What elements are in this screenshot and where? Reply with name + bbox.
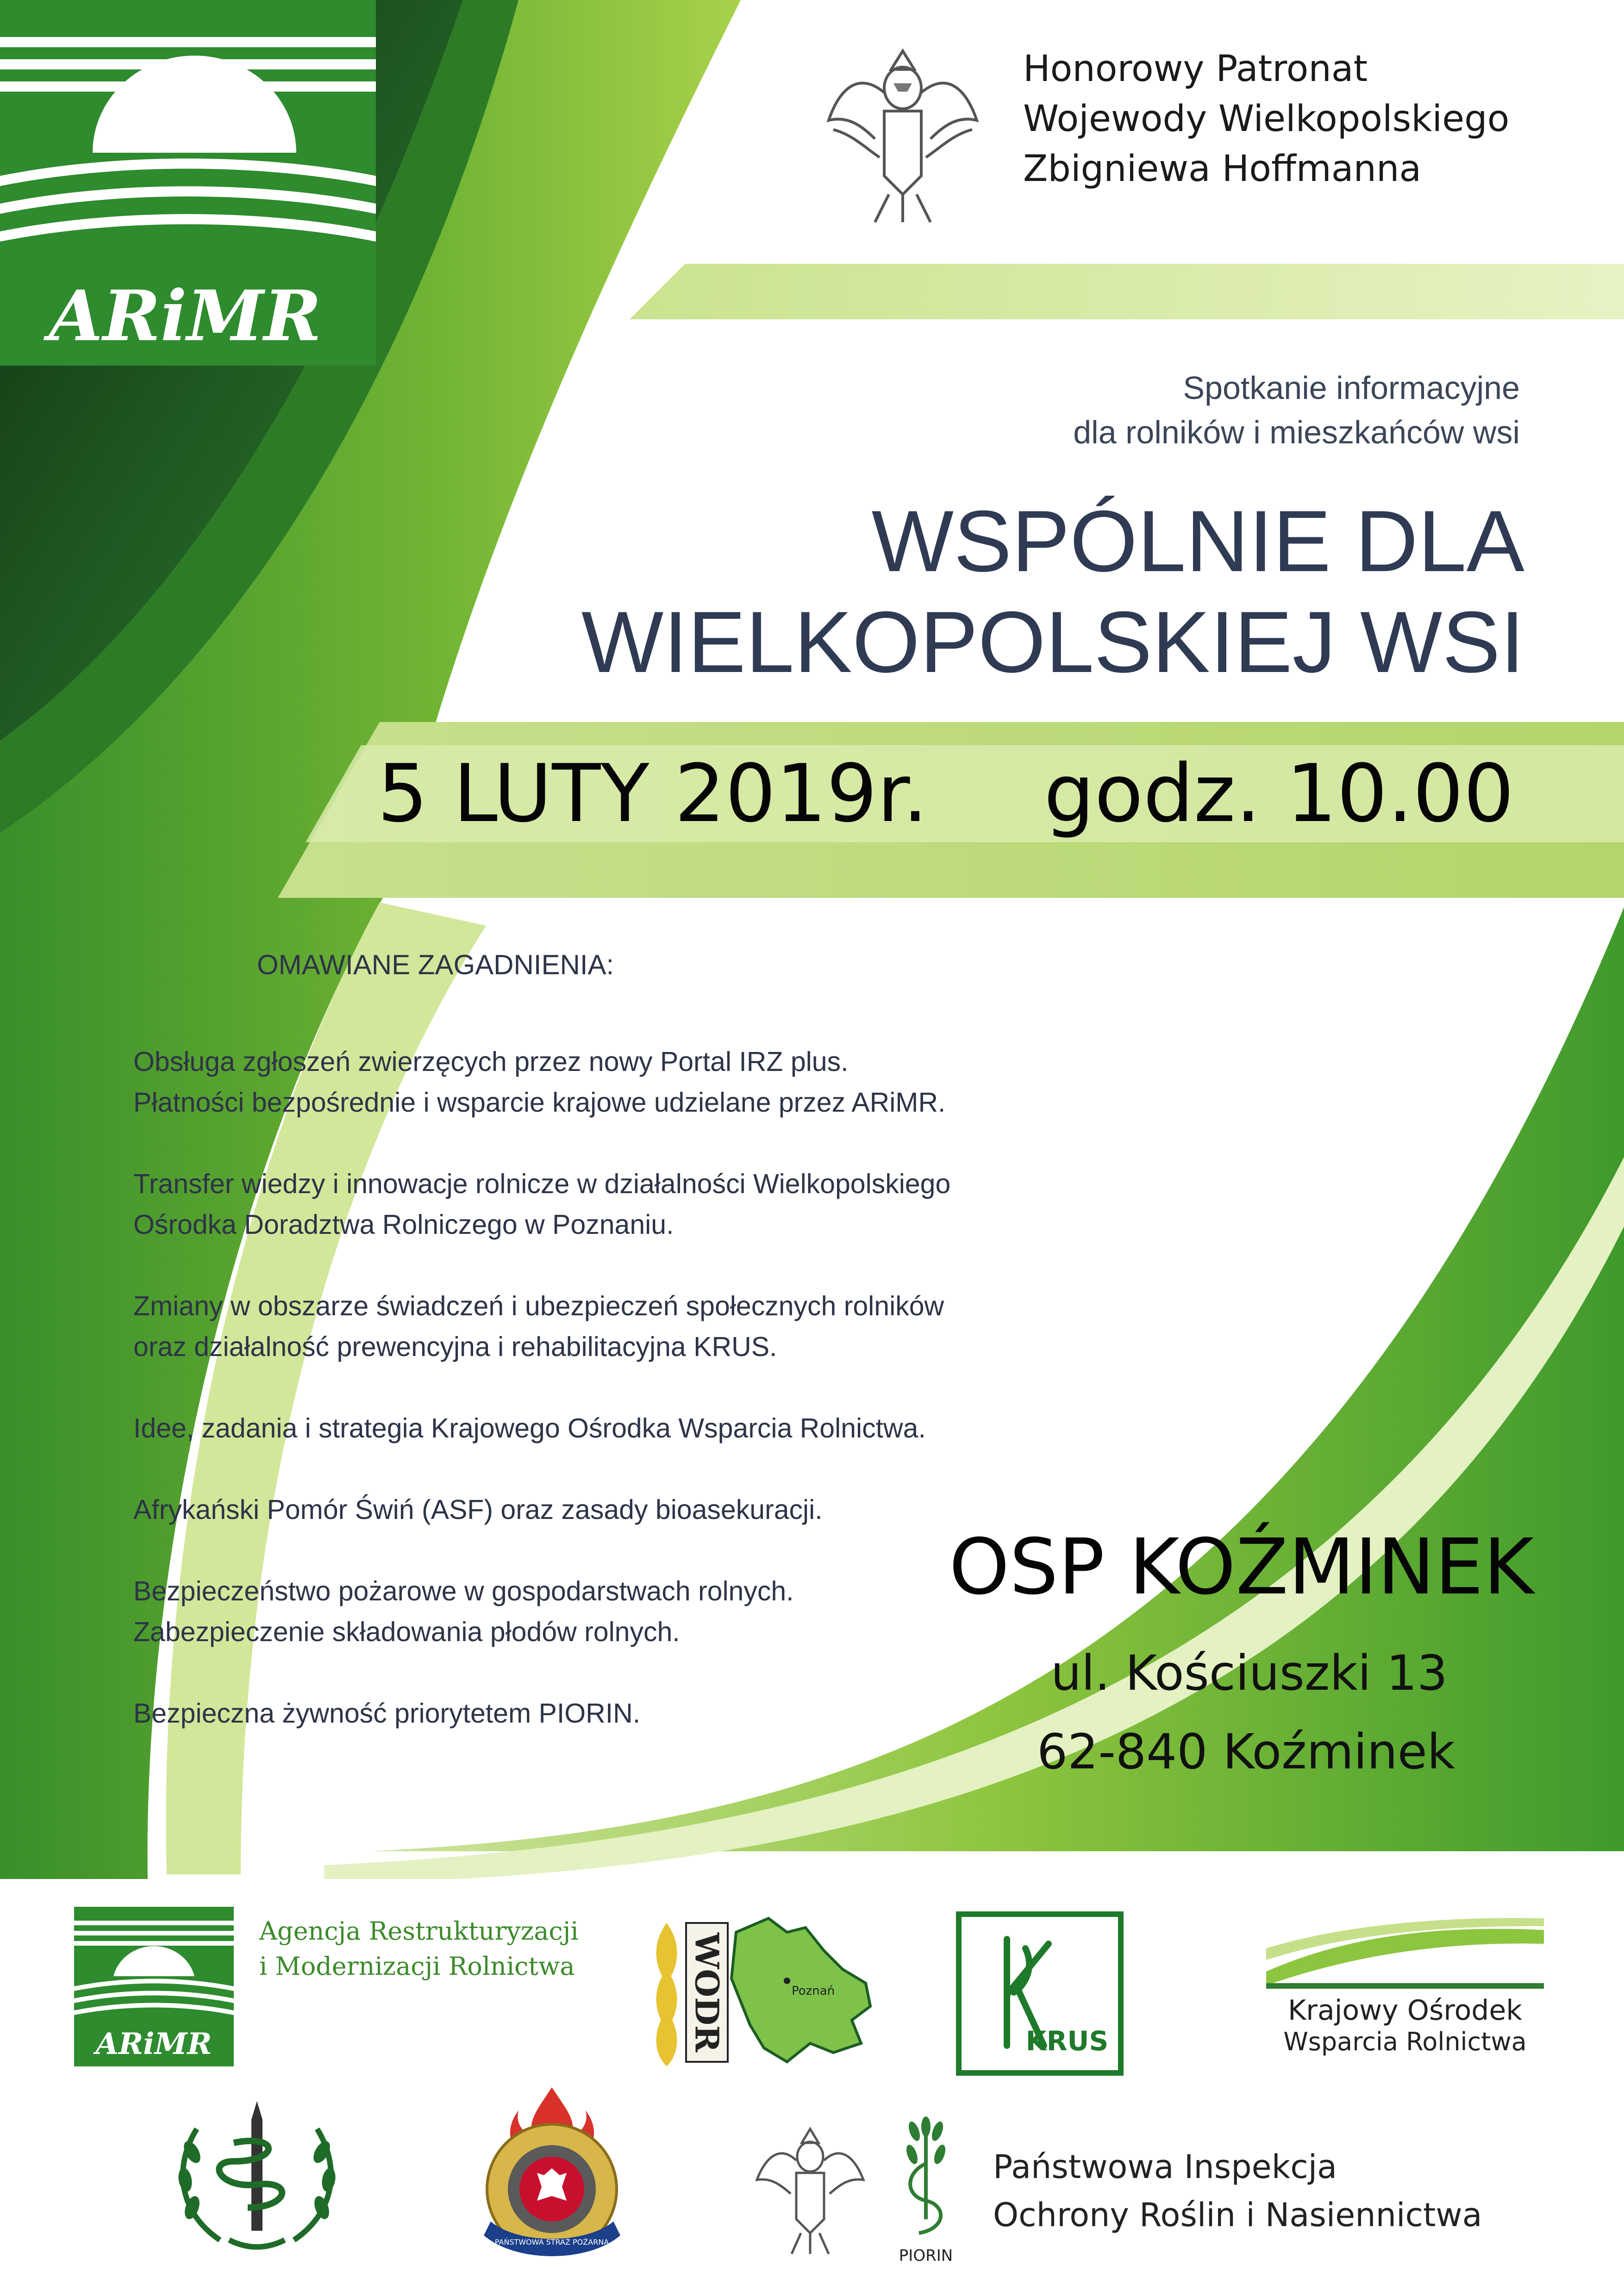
event-time: godz. 10.00	[1044, 747, 1514, 840]
topic-line: Płatności bezpośrednie i wsparcie krajowe udzielane przez ARiMR.	[133, 1087, 946, 1118]
event-date: 5 LUTY 2019r.	[377, 747, 928, 840]
krus-logo	[956, 1911, 1124, 2076]
venue-city: 62-840 Koźminek	[1037, 1724, 1455, 1780]
topics-heading: OMAWIANE ZAGADNIENIA:	[257, 949, 614, 980]
subtitle-line: Spotkanie informacyjne	[1183, 370, 1520, 406]
top-band	[630, 264, 1624, 319]
title-line: WIELKOPOLSKIEJ WSI	[581, 593, 1524, 691]
topic-line: Zmiany w obszarze świadczeń i ubezpieczeń społecznych rolników	[133, 1291, 944, 1321]
kowr-logo	[1266, 1916, 1544, 2055]
topic-line: Idee, zadania i strategia Krajowego Ośrodka Wsparcia Rolnictwa.	[133, 1413, 926, 1444]
topic-item	[133, 1571, 950, 1652]
topic-item	[133, 1041, 950, 1123]
polish-eagle-icon	[819, 37, 986, 227]
event-title	[581, 491, 1524, 692]
kowr-name-line: Wsparcia Rolnictwa	[1283, 2027, 1527, 2056]
patronage-line: Wojewody Wielkopolskiego	[1023, 98, 1510, 140]
krus-text: KRUS	[1025, 2025, 1109, 2057]
arimr-agency-name	[259, 1914, 579, 1984]
topic-item	[133, 1693, 950, 1734]
topic-line: Obsługa zgłoszeń zwierzęcych przez nowy Portal IRZ plus.	[133, 1046, 849, 1077]
kowr-name-line: Krajowy Ośrodek	[1287, 1994, 1523, 2027]
piorin-label: PIORIN	[899, 2246, 953, 2265]
eagle-small-icon	[750, 2120, 870, 2259]
wodr-map-label: Poznań	[792, 1984, 835, 1998]
arimr-header-logo-text: ARiMR	[49, 275, 322, 357]
patronage-line: Zbigniewa Hoffmanna	[1023, 148, 1422, 190]
piorin-name-line: Państwowa Inspekcja	[993, 2148, 1337, 2186]
topic-item	[133, 1164, 950, 1245]
subtitle-line: dla rolników i mieszkańców wsi	[1073, 414, 1520, 450]
patronage-line: Honorowy Patronat	[1023, 48, 1368, 90]
wodr-logo	[648, 1914, 880, 2066]
piorin-name	[993, 2143, 1482, 2239]
arimr-header-logo	[0, 0, 376, 366]
veterinary-emblem-icon	[164, 2092, 350, 2259]
psp-ring-text: PAŃSTWOWA STRAŻ POŻARNA	[494, 2238, 609, 2246]
piorin-name-line: Ochrony Roślin i Nasiennictwa	[993, 2196, 1482, 2234]
psp-emblem-icon	[472, 2083, 632, 2268]
event-subtitle	[1073, 366, 1520, 454]
topic-line: Bezpieczeństwo pożarowe w gospodarstwach rolnych.	[133, 1576, 794, 1606]
topic-line: Ośrodka Doradztwa Rolniczego w Poznaniu.	[133, 1209, 674, 1240]
venue-street: ul. Kościuszki 13	[1051, 1645, 1448, 1701]
arimr-agency-name-line: i Modernizacji Rolnictwa	[259, 1952, 575, 1981]
topic-item	[133, 1286, 950, 1367]
topics-list	[133, 1041, 950, 1774]
piorin-logo	[887, 2113, 965, 2270]
topic-line: Afrykański Pomór Świń (ASF) oraz zasady bioasekuracji.	[133, 1494, 823, 1525]
venue-name: OSP KOŹMINEK	[949, 1523, 1534, 1612]
topic-line: Transfer wiedzy i innowacje rolnicze w działalności Wielkopolskiego	[133, 1169, 951, 1199]
topic-line: Zabezpieczenie składowania płodów rolnych.	[133, 1617, 680, 1647]
patronage-text	[1023, 44, 1509, 194]
topic-item	[133, 1408, 950, 1449]
arimr-footer-logo	[74, 1907, 234, 2066]
kowr-name	[1266, 1995, 1544, 2058]
arimr-agency-name-line: Agencja Restrukturyzacji	[259, 1916, 579, 1946]
topic-line: oraz działalność prewencyjna i rehabilitacyjna KRUS.	[133, 1332, 777, 1362]
wodr-letters: WODR	[687, 1932, 726, 2053]
arimr-footer-logo-text: ARiMR	[95, 2027, 212, 2061]
title-line: WSPÓLNIE DLA	[871, 492, 1524, 590]
topic-item	[133, 1489, 950, 1530]
topic-line: Bezpieczna żywność priorytetem PIORIN.	[133, 1698, 641, 1729]
